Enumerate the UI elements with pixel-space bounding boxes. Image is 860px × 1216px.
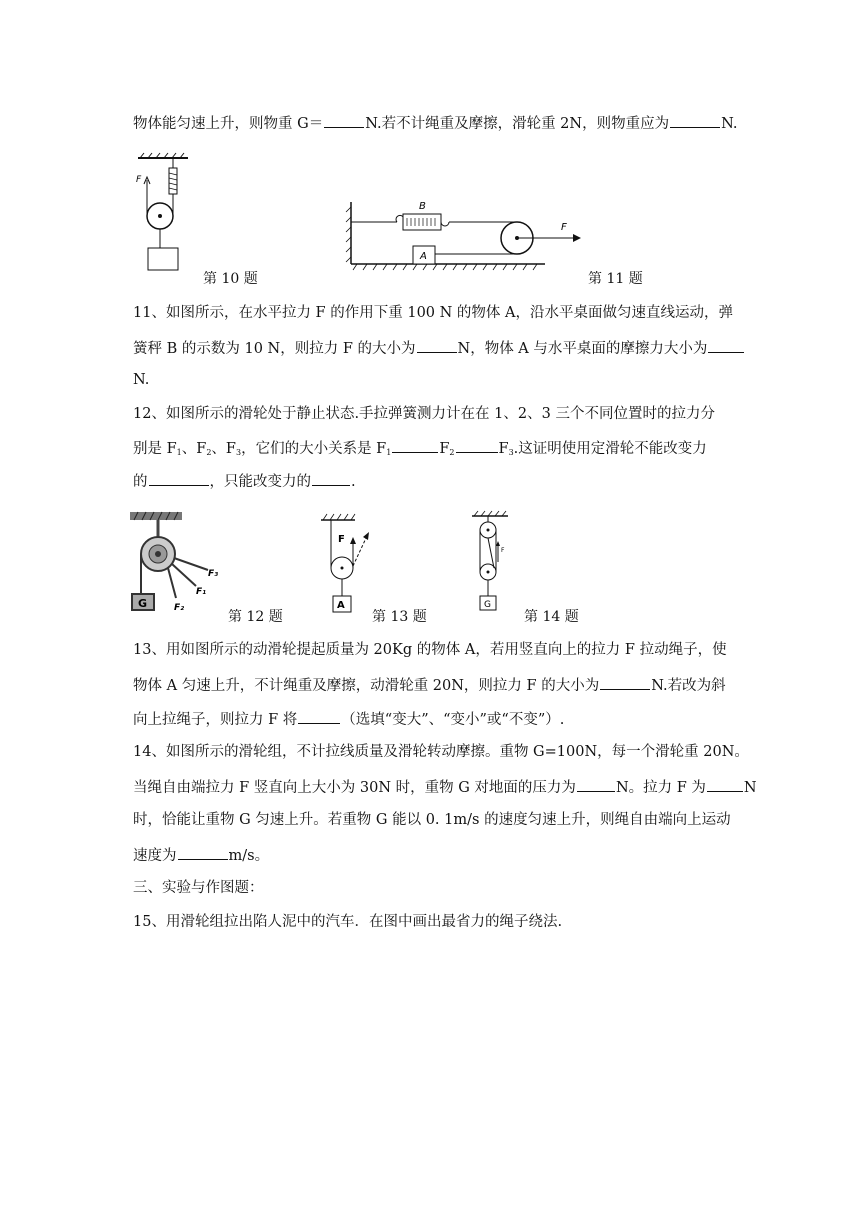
label-A: A (337, 600, 345, 611)
label-F: F (561, 222, 567, 233)
subscript: 3 (235, 448, 242, 457)
q11-text: 簧秤 B 的示数为 10 N，则拉力 F 的大小为 (133, 341, 416, 357)
q10-text-3: N. (721, 116, 738, 132)
answer-blank[interactable] (670, 112, 720, 128)
subscript: 1 (386, 448, 392, 457)
subscript: 1 (176, 448, 182, 457)
q12-text: 别是 F (133, 441, 177, 457)
answer-blank[interactable] (417, 337, 457, 353)
q11-line-1: 11、如图所示，在水平拉力 F 的作用下重 100 N 的物体 A，沿水平桌面做匀速直线运动，弹 (133, 305, 733, 321)
figure-10-pulley (128, 150, 198, 275)
q12-line-2 (133, 437, 707, 463)
q12-text: 的 (133, 474, 148, 490)
q11-line-3: N. (133, 372, 150, 388)
subscript: 2 (449, 448, 455, 457)
q10-text-1: 物体能匀速上升，则物重 G＝ (133, 116, 324, 132)
q14-line-2 (133, 776, 757, 798)
label-F: F (501, 547, 505, 554)
q12-text: ，它们的大小关系是 F (241, 441, 387, 457)
q14-line-1: 14、如图所示的滑轮组，不计拉线质量及滑轮转动摩擦。重物 G=100N，每一个滑轮重 20N。 (133, 744, 749, 760)
label-F2: F₂ (174, 603, 185, 613)
label-F: F (136, 175, 142, 185)
q12-text: F (439, 441, 450, 457)
q10-tail-line (133, 112, 737, 134)
q14-text: 速度为 (133, 848, 177, 864)
caption-fig10: 第 10 题 (203, 271, 258, 287)
answer-blank[interactable] (708, 337, 744, 353)
figure-13-movable-pulley (315, 512, 375, 614)
q13-text: 物体 A 匀速上升，不计绳重及摩擦，动滑轮重 20N，则拉力 F 的大小为 (133, 678, 600, 694)
figure-14-pulley-block (468, 510, 518, 614)
q13-text: （选填“变大”、“变小”或“不变”）. (341, 712, 565, 728)
q12-line-1: 12、如图所示的滑轮处于静止状态.手拉弹簧测力计在在 1、2、3 三个不同位置时的拉力分 (133, 406, 715, 422)
q13-line-3 (133, 708, 564, 730)
answer-blank[interactable] (149, 470, 209, 486)
answer-blank[interactable] (600, 674, 650, 690)
subscript: 2 (206, 448, 212, 457)
caption-fig11: 第 11 题 (588, 271, 643, 287)
q14-text: 当绳自由端拉力 F 竖直向上大小为 30N 时，重物 G 对地面的压力为 (133, 780, 576, 796)
label-F1: F₁ (196, 587, 207, 597)
q14-text: N (743, 780, 757, 796)
q13-line-2 (133, 674, 726, 696)
caption-fig14: 第 14 题 (524, 609, 579, 625)
label-B: B (419, 201, 426, 212)
answer-blank[interactable] (178, 844, 228, 860)
caption-fig13: 第 13 题 (372, 609, 427, 625)
q11-text: N，物体 A 与水平桌面的摩擦力大小为 (457, 341, 708, 357)
answer-blank[interactable] (298, 708, 340, 724)
q13-text: 向上拉绳子，则拉力 F 将 (133, 712, 298, 728)
q12-text: 、F (211, 441, 236, 457)
q13-text: N.若改为斜 (651, 678, 726, 694)
q14-line-4 (133, 844, 269, 866)
q11-line-2 (133, 337, 745, 359)
q12-text: 、F (181, 441, 207, 457)
label-G: G (484, 600, 491, 610)
q12-text: F (498, 441, 509, 457)
label-F: F (338, 534, 345, 545)
subscript: 3 (508, 448, 514, 457)
label-A: A (420, 251, 427, 262)
q13-line-1: 13、用如图所示的动滑轮提起质量为 20Kg 的物体 A，若用竖直向上的拉力 F 拉动绳子，使 (133, 642, 727, 658)
q12-text: .这证明使用定滑轮不能改变力 (513, 441, 707, 457)
figure-12-fixed-pulley (128, 510, 223, 615)
answer-blank[interactable] (324, 112, 364, 128)
answer-blank[interactable] (456, 437, 498, 453)
q15-line: 15、用滑轮组拉出陷人泥中的汽车．在图中画出最省力的绳子绕法. (133, 914, 563, 930)
figure-11-spring-scale (345, 192, 585, 272)
q14-text: N。拉力 F 为 (615, 780, 706, 796)
q12-text: ，只能改变力的 (209, 474, 311, 490)
q10-text-2: N.若不计绳重及摩擦，滑轮重 2N，则物重应为 (365, 116, 670, 132)
q14-line-3: 时，恰能让重物 G 匀速上升。若重物 G 能以 0. 1m/s 的速度匀速上升，则绳自由端向上运动 (133, 812, 731, 828)
q12-line-3 (133, 470, 356, 492)
answer-blank[interactable] (577, 776, 615, 792)
section-heading: 三、实验与作图题： (133, 880, 264, 896)
q14-text: m/s。 (228, 848, 270, 864)
answer-blank[interactable] (707, 776, 743, 792)
q12-text: . (351, 474, 356, 490)
caption-fig12: 第 12 题 (228, 609, 283, 625)
label-F3: F₃ (208, 569, 219, 579)
answer-blank[interactable] (312, 470, 350, 486)
label-G: G (138, 597, 148, 610)
answer-blank[interactable] (392, 437, 438, 453)
